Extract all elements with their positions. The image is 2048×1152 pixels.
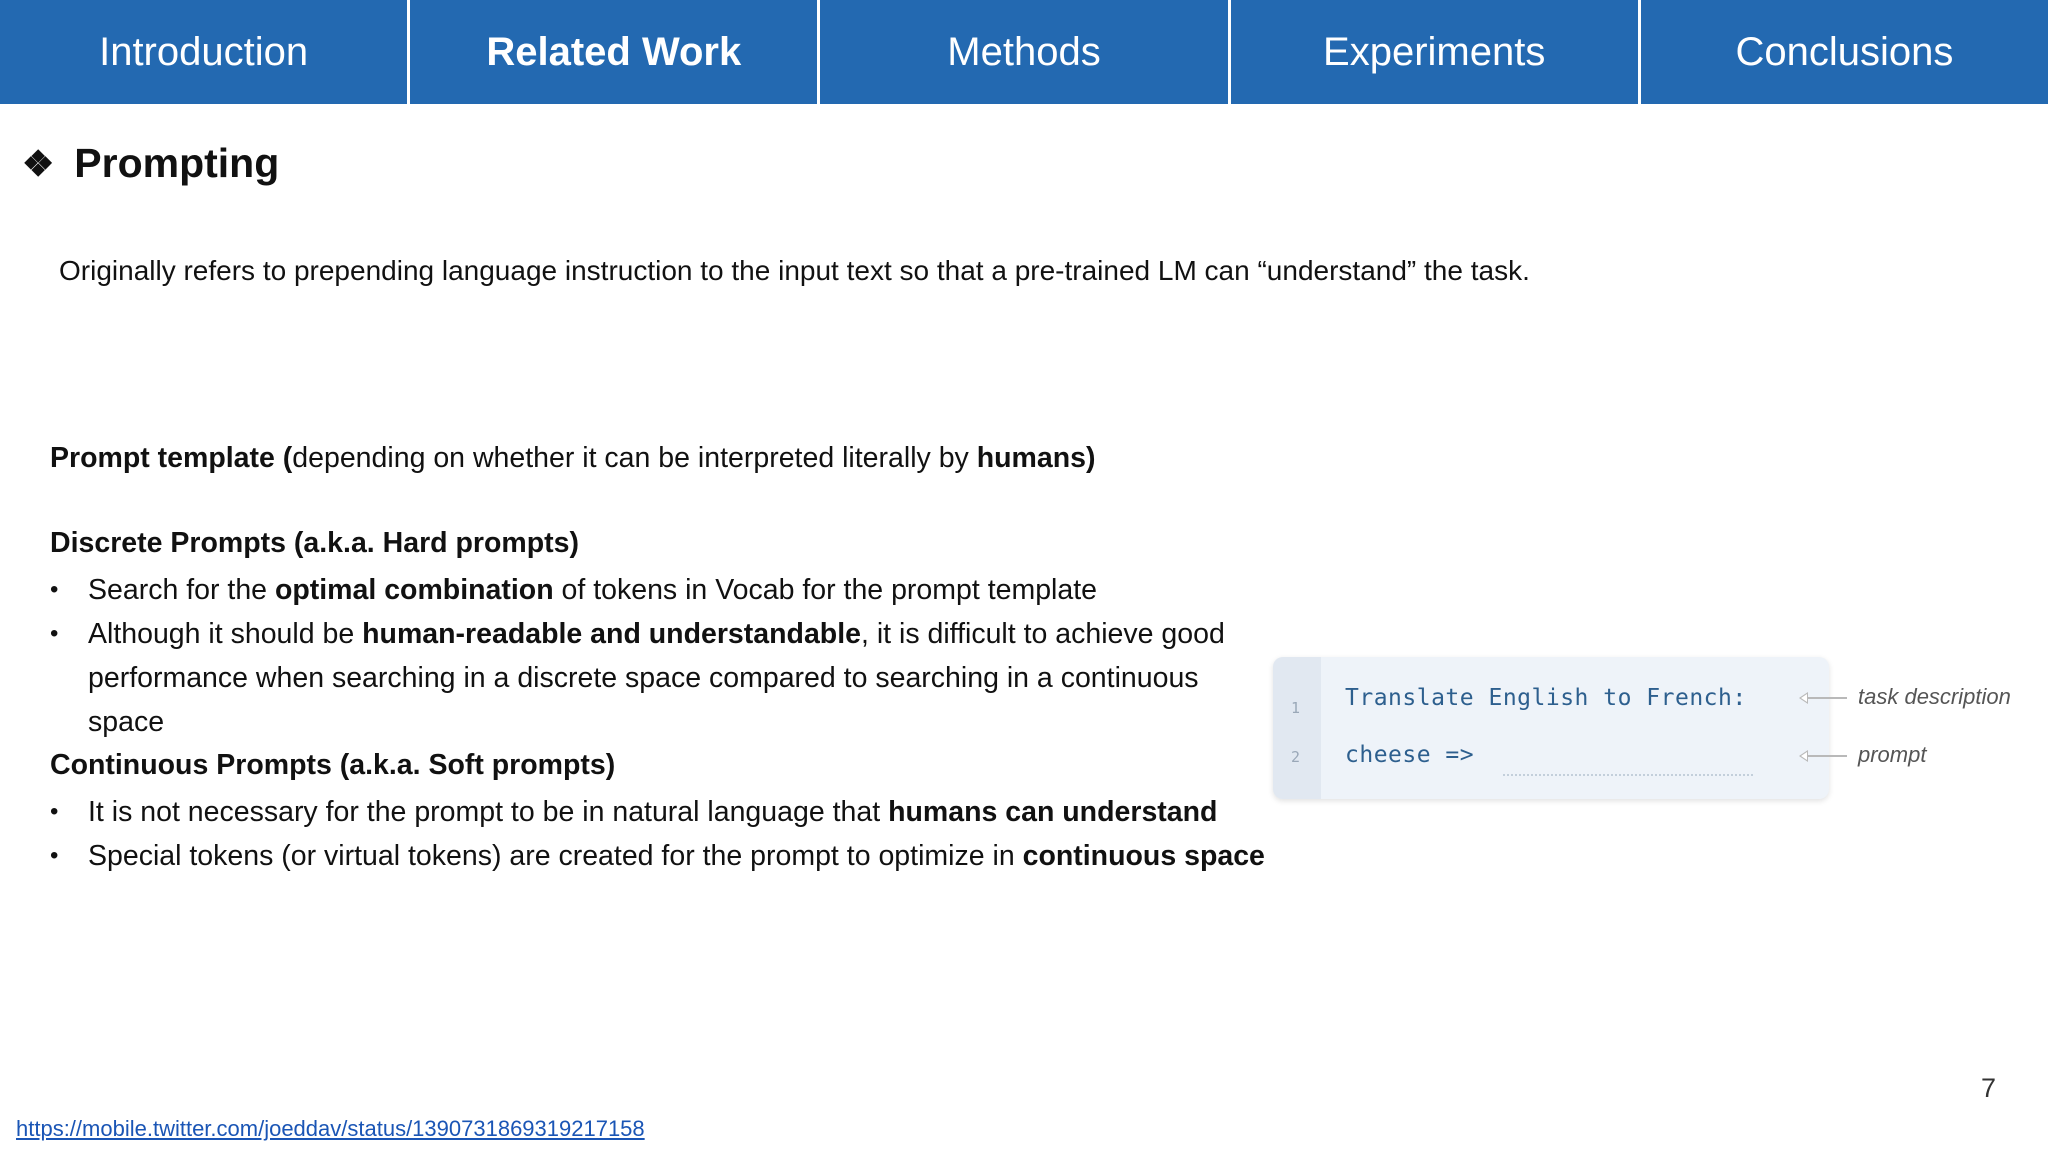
prompt-template-bold-1: Prompt template (	[50, 442, 293, 474]
bullet-dot: •	[50, 798, 59, 825]
nav-tab-introduction[interactable]: Introduction	[0, 0, 407, 104]
prompt-template-bold-2: humans)	[976, 442, 1096, 474]
nav-tab-methods[interactable]: Methods	[820, 0, 1227, 104]
annotation-task-description: task description	[1858, 684, 2011, 709]
nav-tab-conclusions[interactable]: Conclusions	[1641, 0, 2048, 104]
list-item-text: Although it should be	[88, 618, 363, 650]
prompt-blank-dotted-line	[1503, 774, 1753, 776]
continuous-prompts-heading: Continuous Prompts (a.k.a. Soft prompts)	[50, 749, 616, 781]
list-item-emphasis: humans can understand	[888, 796, 1218, 828]
bullet-dot: •	[50, 576, 59, 603]
list-item-text: Search for the	[88, 574, 275, 606]
prompt-template-normal: depending on whether it can be interpreted literally by	[292, 442, 977, 474]
bullet-dot: •	[50, 842, 59, 869]
section-nav-bar	[0, 0, 2048, 104]
nav-tab-experiments[interactable]: Experiments	[1231, 0, 1638, 104]
list-item-emphasis: continuous space	[1022, 840, 1265, 872]
page-number: 7	[1981, 1073, 1997, 1103]
list-item-text: It is not necessary for the prompt to be in natural language that	[88, 796, 889, 828]
diamond-bullet-icon: ❖	[22, 142, 55, 184]
list-item-emphasis: optimal combination	[274, 574, 554, 606]
list-item-emphasis: human-readable and understandable	[362, 618, 861, 650]
line-number-gutter	[1273, 657, 1321, 799]
list-item-text: Special tokens (or virtual tokens) are created for the prompt to optimize in	[88, 840, 1023, 872]
list-item-text: of tokens in Vocab for the prompt template	[553, 574, 1098, 606]
list-item	[50, 612, 1268, 744]
prompt-example-code-box	[1273, 657, 1829, 799]
intro-text: Originally refers to prepending language instruction to the input text so that a pre-trained LM can “understand” the task.	[59, 255, 1530, 286]
list-item	[50, 568, 1250, 612]
code-line-prompt: cheese =>	[1345, 742, 1475, 768]
nav-tab-related-work[interactable]: Related Work	[410, 0, 817, 104]
list-item	[50, 834, 1268, 878]
prompt-template-heading	[50, 436, 1240, 480]
list-item	[50, 790, 1250, 834]
arrow-left-icon	[1801, 697, 1847, 699]
slide-title	[22, 140, 279, 187]
bullet-dot: •	[50, 620, 59, 647]
discrete-prompts-heading: Discrete Prompts (a.k.a. Hard prompts)	[50, 527, 579, 559]
discrete-prompts-list	[50, 568, 1250, 744]
line-number: 1	[1291, 699, 1301, 717]
code-line-task-description: Translate English to French:	[1345, 685, 1747, 711]
list-item-text: , it is difficult to achieve good performance when searching in a discrete space compared to searching in a continuous space	[88, 618, 1225, 738]
source-link[interactable]: https://mobile.twitter.com/joeddav/status/1390731869319217158	[16, 1116, 645, 1141]
continuous-prompts-list	[50, 790, 1265, 878]
annotation-prompt: prompt	[1858, 742, 1927, 767]
line-number: 2	[1291, 748, 1301, 766]
arrow-left-icon	[1801, 755, 1847, 757]
slide-title-text: Prompting	[74, 140, 280, 186]
